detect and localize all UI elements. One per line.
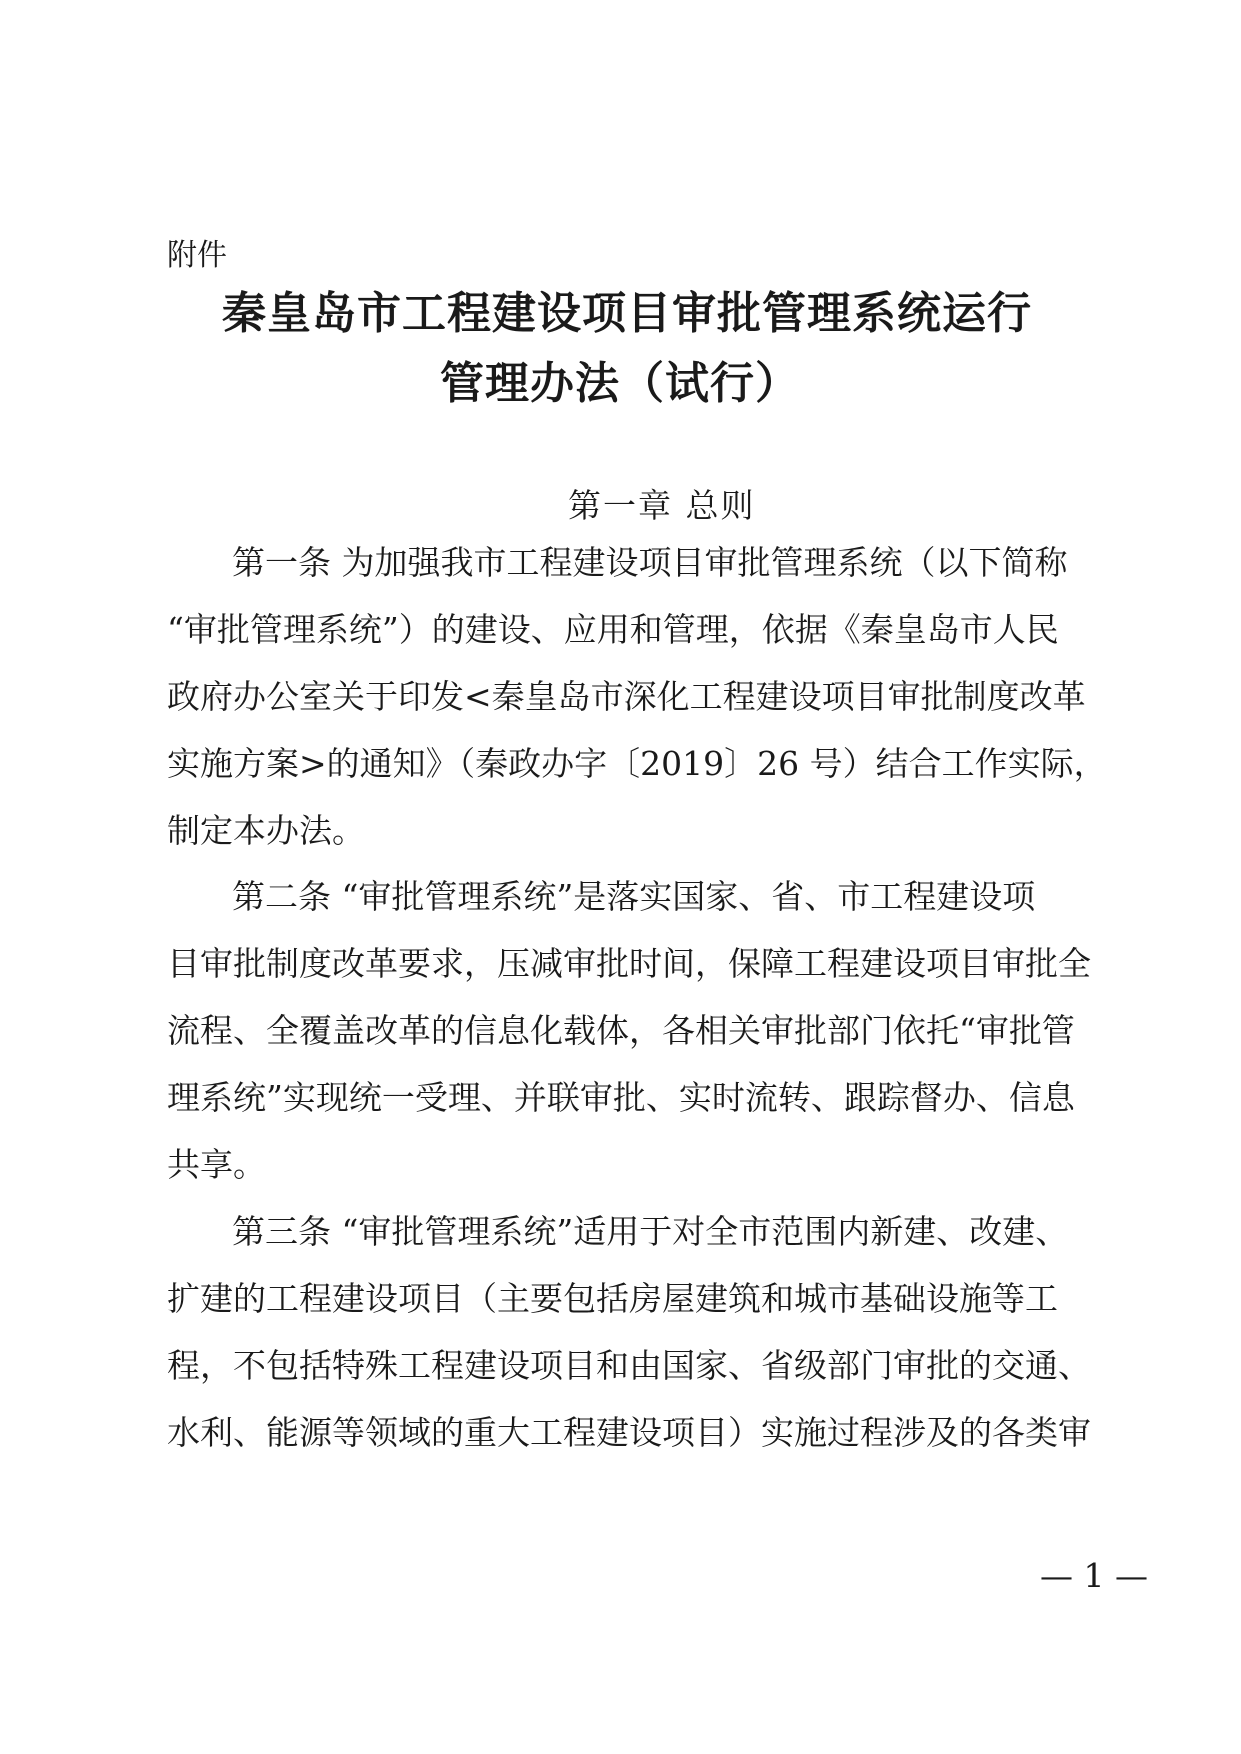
- article-3-line-3: 程，不包括特殊工程建设项目和由国家、省级部门审批的交通、: [167, 1346, 1091, 1385]
- article-2-line-1: 第二条 “审批管理系统”是落实国家、省、市工程建设项: [232, 877, 1036, 916]
- article-1-line-3: 政府办公室关于印发<秦皇岛市深化工程建设项目审批制度改革: [167, 677, 1086, 716]
- article-3-line-4: 水利、能源等领域的重大工程建设项目）实施过程涉及的各类审: [167, 1413, 1091, 1452]
- article-1-line-5: 制定本办法。: [167, 811, 365, 850]
- article-1-line-4: 实施方案>的通知》（秦政办字〔2019〕26 号）结合工作实际，: [167, 744, 1107, 783]
- article-1-line-1: 第一条 为加强我市工程建设项目审批管理系统（以下简称: [232, 543, 1068, 582]
- document-title-line-1: 秦皇岛市工程建设项目审批管理系统运行: [222, 288, 1032, 339]
- article-3-line-1: 第三条 “审批管理系统”适用于对全市范围内新建、改建、: [232, 1212, 1069, 1251]
- document-title-line-2: 管理办法（试行）: [440, 358, 800, 409]
- article-1-line-2: “审批管理系统”）的建设、应用和管理，依据《秦皇岛市人民: [167, 610, 1059, 649]
- chapter-heading: 第一章 总则: [568, 486, 756, 525]
- article-2-line-4: 理系统”实现统一受理、并联审批、实时流转、跟踪督办、信息: [167, 1078, 1075, 1117]
- page-number: — 1 —: [1040, 1556, 1148, 1595]
- article-3-line-2: 扩建的工程建设项目（主要包括房屋建筑和城市基础设施等工: [167, 1279, 1058, 1318]
- attachment-label: 附件: [167, 238, 227, 273]
- article-2-line-3: 流程、全覆盖改革的信息化载体，各相关审批部门依托“审批管: [167, 1011, 1075, 1050]
- article-2-line-2: 目审批制度改革要求，压减审批时间，保障工程建设项目审批全: [167, 944, 1091, 983]
- article-2-line-5: 共享。: [167, 1145, 266, 1184]
